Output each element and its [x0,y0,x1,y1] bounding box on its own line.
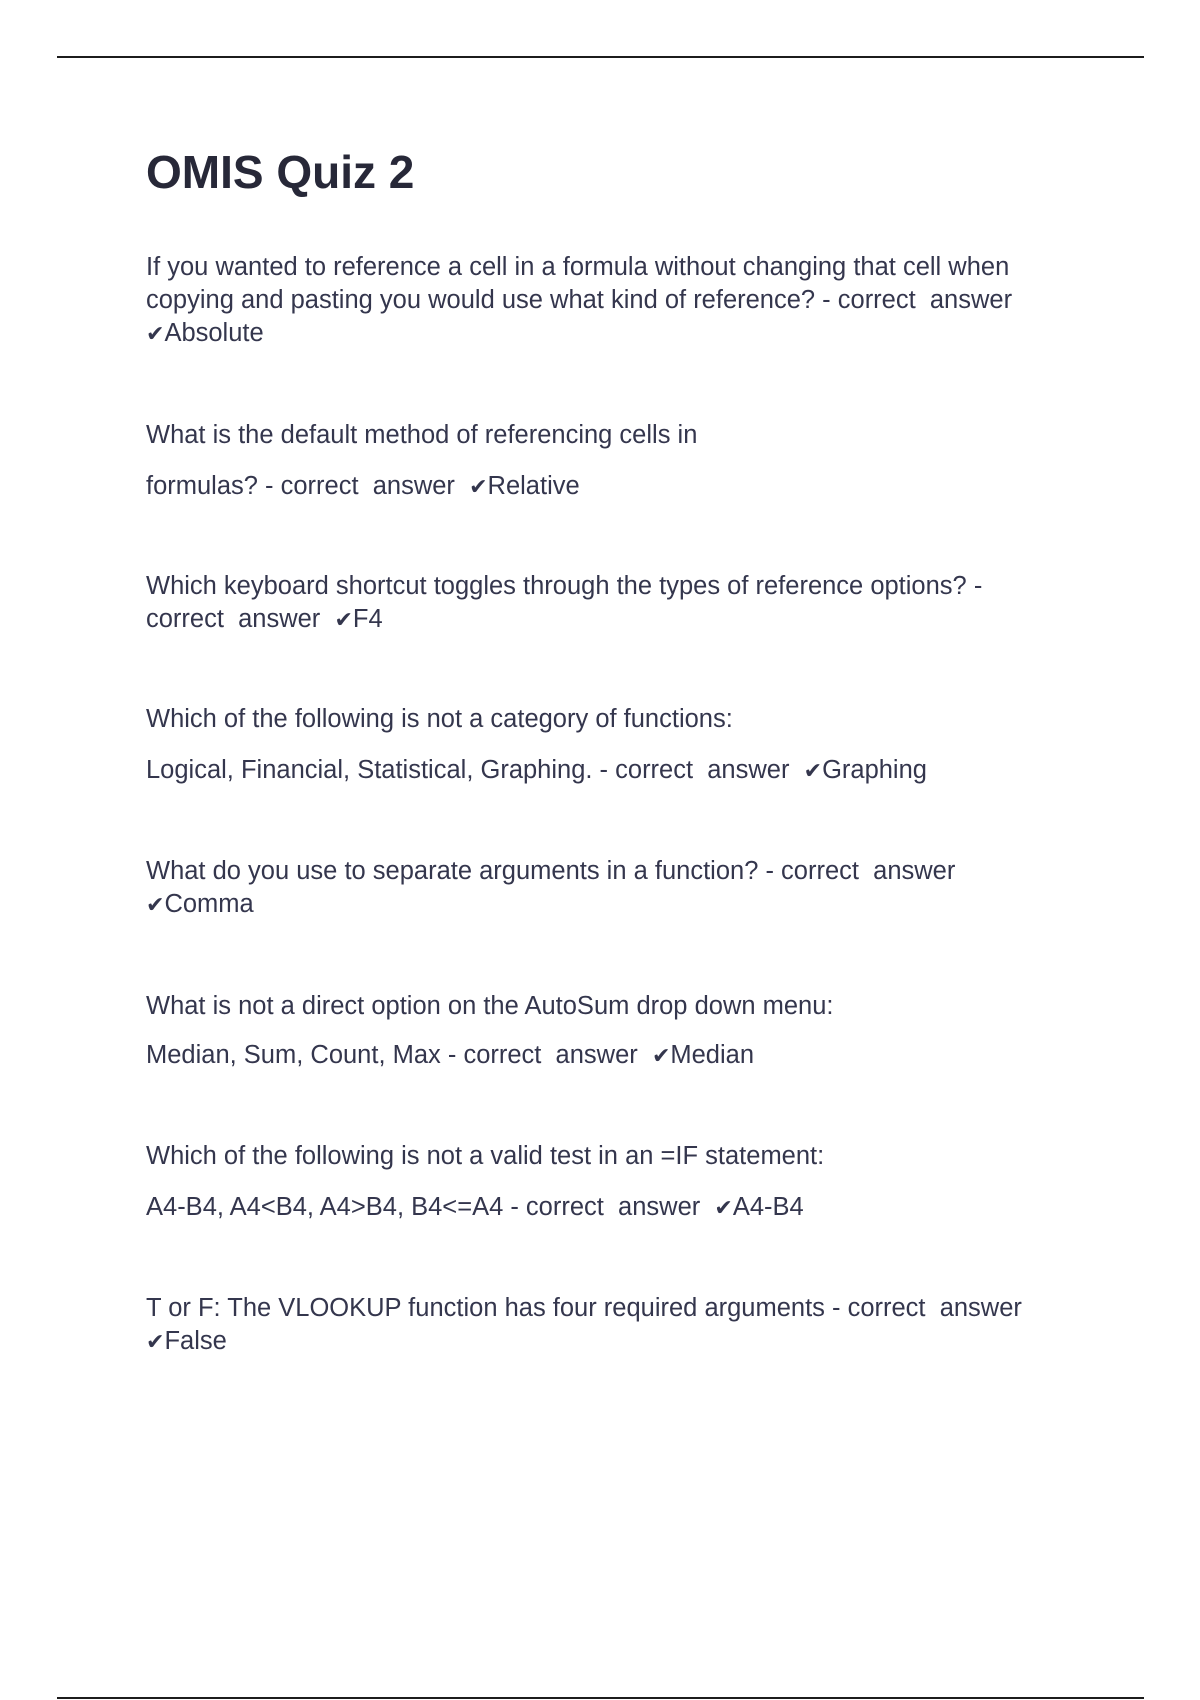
qa-item-2 [146,419,1106,504]
answer-text: Median [670,1041,755,1069]
question-line: What do you use to separate arguments in a function? - correct answer [146,857,956,885]
answer-line [146,317,1106,351]
question-line: Which keyboard shortcut toggles through the types of reference options? - [146,572,983,600]
question-line: Logical, Financial, Statistical, Graphing. - correct answer [146,756,790,784]
answer-text: F4 [352,605,383,633]
qa-item-4 [146,703,1106,788]
question-line: copying and pasting you would use what kind of reference? - correct answer [146,286,1013,314]
answer-text: Absolute [164,319,264,347]
question-line: correct answer [146,605,321,633]
qa-item-1 [146,251,1106,351]
checkmark-icon: ✔ [334,608,353,633]
answer-text: Relative [487,472,580,500]
question-line: Which of the following is not a category of functions: [146,705,733,733]
question-line: What is not a direct option on the AutoSum drop down menu: [146,992,834,1020]
answer-line [146,603,1106,637]
answer-line [146,888,1106,922]
answer-line [146,1039,1106,1073]
question-line: A4-B4, A4<B4, A4>B4, B4<=A4 - correct answer [146,1193,701,1221]
answer-line [146,470,1106,504]
answer-line [146,1325,1106,1359]
answer-text: False [164,1327,227,1355]
answer-text: A4-B4 [732,1193,804,1221]
answer-line [146,1191,1106,1225]
qa-item-7 [146,1140,1106,1225]
question-line: Which of the following is not a valid test in an =IF statement: [146,1142,825,1170]
page-title: OMIS Quiz 2 [146,146,415,198]
answer-text: Graphing [822,756,927,784]
question-line: If you wanted to reference a cell in a formula without changing that cell when [146,253,1010,281]
checkmark-icon: ✔ [146,893,165,918]
bottom-rule [57,1697,1144,1699]
checkmark-icon: ✔ [651,1044,671,1069]
question-line: T or F: The VLOOKUP function has four required arguments - correct answer [146,1294,1022,1322]
qa-item-6 [146,990,1106,1073]
top-rule [57,56,1144,58]
question-line: Median, Sum, Count, Max - correct answer [146,1041,638,1069]
answer-line [146,754,1106,788]
checkmark-icon: ✔ [146,1330,165,1355]
question-line: formulas? - correct answer [146,472,455,500]
checkmark-icon: ✔ [714,1196,733,1221]
question-line: What is the default method of referencing cells in [146,421,698,449]
checkmark-icon: ✔ [146,322,165,347]
checkmark-icon: ✔ [469,475,488,500]
qa-item-3 [146,570,1106,637]
qa-item-8 [146,1292,1106,1359]
answer-text: Comma [164,890,254,918]
checkmark-icon: ✔ [803,759,823,784]
qa-item-5 [146,855,1106,922]
